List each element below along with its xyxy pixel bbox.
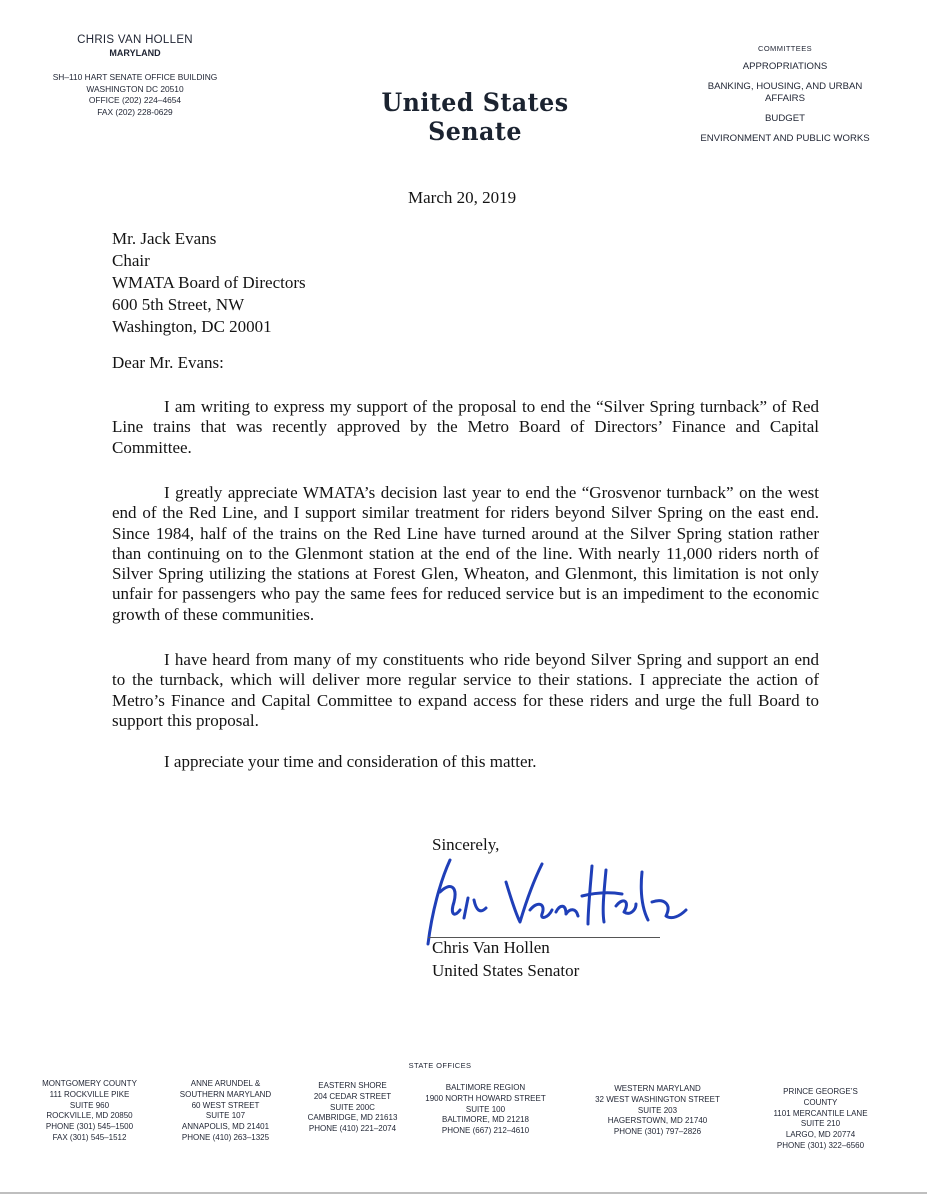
office-line: SUITE 107 [205,1111,246,1121]
office-line: PHONE (410) 263–1325 [181,1132,270,1142]
recipient-line: Mr. Jack Evans [112,229,217,248]
office-line: FAX (301) 545–1512 [52,1132,127,1142]
office-line: 111 ROCKVILLE PIKE [49,1089,130,1099]
office-line: SUITE 203 [637,1105,678,1115]
office-line: LARGO, MD 20774 [785,1130,856,1140]
office-line: CAMBRIDGE, MD 21613 [307,1113,398,1123]
office-line: ANNE ARUNDEL & [190,1079,261,1088]
office-line: ROCKVILLE, MD 20850 [46,1111,133,1121]
recipient-line: Washington, DC 20001 [112,317,272,336]
committee-item: BUDGET [765,113,805,124]
office-prince-georges-county [753,1087,888,1152]
body-paragraph-2 [112,483,819,625]
letterhead-senator-block [50,34,220,118]
office-line: SUITE 960 [69,1100,110,1110]
office-line: PHONE (667) 212–4610 [441,1126,530,1136]
senator-name: CHRIS VAN HOLLEN [77,34,193,46]
office-line: 1900 NORTH HOWARD STREET [425,1093,546,1103]
office-line: BALTIMORE REGION [445,1083,526,1092]
office-line: 32 WEST WASHINGTON STREET [595,1094,720,1104]
paragraph-text: I have heard from many of my constituents who ride beyond Silver Spring and support an end to the turnback, which will deliver more regular service to their stations. I appreciate the action of Metro’s Finance and Capital Committee to expand access for these riders and urge the full Board to support this proposal. [112,650,819,730]
office-line: HAGERSTOWN, MD 21740 [607,1116,708,1126]
state-offices-heading: STATE OFFICES [408,1061,472,1070]
recipient-line: 600 5th Street, NW [112,295,245,314]
committee-item: BANKING, HOUSING, AND URBAN AFFAIRS [707,81,863,104]
office-line: MONTGOMERY COUNTY [42,1079,137,1088]
office-line: SOUTHERN MARYLAND [179,1089,272,1099]
office-eastern-shore [285,1081,420,1135]
office-baltimore-region [418,1083,553,1137]
address-line: FAX (202) 228-0629 [97,106,173,117]
address-line: SH–110 HART SENATE OFFICE BUILDING [52,72,218,82]
senate-title: United States Senate [381,88,569,146]
committee-item: ENVIRONMENT AND PUBLIC WORKS [700,133,870,144]
office-line: SUITE 200C [330,1102,375,1112]
committees-heading: COMMITTEES [758,44,812,53]
office-line: PHONE (410) 221–2074 [308,1124,397,1134]
recipient-line: WMATA Board of Directors [112,273,306,292]
letter-date: March 20, 2019 [408,188,517,207]
office-line: WESTERN MARYLAND [614,1084,701,1093]
address-line: WASHINGTON DC 20510 [86,83,184,94]
senator-state: MARYLAND [109,48,161,58]
paragraph-text: I greatly appreciate WMATA’s decision last year to end the “Grosvenor turnback” on the west end of the Red Line, and I support similar treatment for riders beyond Silver Spring on the east end. Since 1984, half of the trains on the Red Line have turned around at the Silver Spring station rather than continuing on to the Glenmont station at the end of the line. With nearly 11,000 riders north of Silver Spring utilizing the stations at Forest Glen, Wheaton, and Glenmont, this limitation is not only unfair for passengers who pay the same fees for reduced service but is an impediment to the economic growth of these communities. [112,483,819,624]
office-line: 1101 MERCANTILE LANE [773,1108,868,1118]
body-paragraph-3 [112,650,819,731]
body-paragraph-4: I appreciate your time and consideration of this matter. [164,752,537,771]
office-line: 204 CEDAR STREET [313,1091,392,1101]
office-line: EASTERN SHORE [318,1081,387,1090]
committees-block [690,44,880,145]
office-anne-arundel [158,1079,293,1144]
office-western-maryland [590,1084,725,1138]
office-line: PRINCE GEORGE’S [783,1087,858,1096]
address-line: OFFICE (202) 224–4654 [88,95,182,105]
signer-name: Chris Van Hollen [432,938,550,957]
office-montgomery-county [22,1079,157,1144]
office-line: SUITE 210 [800,1119,841,1129]
closing: Sincerely, [432,835,500,854]
office-line: SUITE 100 [465,1104,506,1114]
signer-title: United States Senator [432,961,580,980]
recipient-address [112,228,306,338]
office-line: BALTIMORE, MD 21218 [442,1115,529,1125]
salutation: Dear Mr. Evans: [112,353,224,372]
committee-item: APPROPRIATIONS [742,61,828,72]
recipient-line: Chair [112,251,150,270]
body-paragraph-1 [112,397,819,458]
office-line: ANNAPOLIS, MD 21401 [181,1122,270,1132]
office-line: PHONE (301) 322–6560 [776,1140,865,1150]
office-line: PHONE (301) 545–1500 [45,1122,134,1132]
paragraph-text: I am writing to express my support of the proposal to end the “Silver Spring turnback” of Red Line trains that was recently approved by the Metro Board of Directors’ Finance and Capital Committee. [112,397,819,457]
page-bottom-edge [0,1192,927,1194]
dc-office-address [50,72,220,118]
office-line: COUNTY [803,1097,838,1107]
office-line: PHONE (301) 797–2826 [613,1127,702,1137]
office-line: 60 WEST STREET [191,1100,260,1110]
